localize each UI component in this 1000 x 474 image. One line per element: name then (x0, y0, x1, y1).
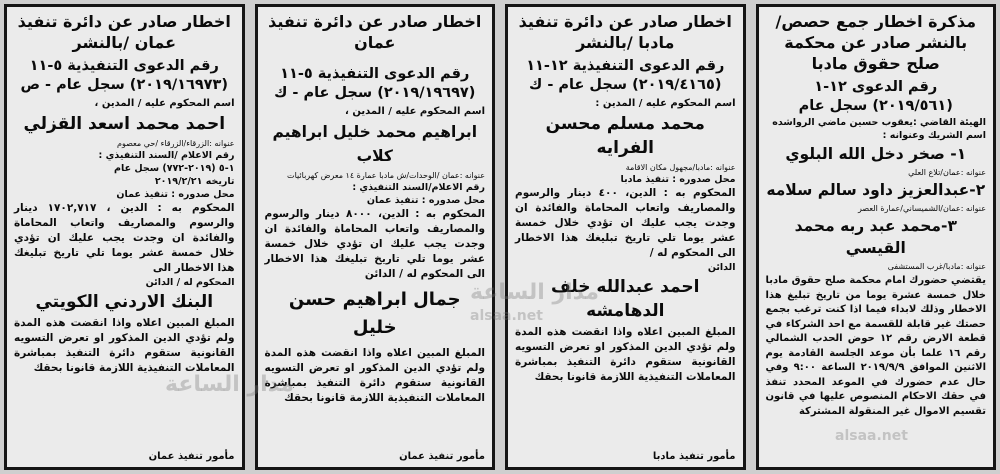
case-year: (٢٠١٩/٤١٦٥) سجل عام - ك (528, 77, 722, 93)
notice-body: يقتضي حضورك امام محكمة صلح حقوق مادبا خلال خمسة عشرة يوما من تاريخ تبليغ هذا الاخطار وذلك لابداء فيما اذا كنت ترغب بجمع حصتك غير قابلة للقسمة مع احد الشركاء في قطعة الارض رقم ١٢ حوض الحدب الشمالي رقم ١٦ علما بأن موعد الجلسة القادمة يوم الاثنين الموافق ٢٠١٩/٩/٩ الساعة ٩:٠٠ وفي حال عدم حضورك في الموعد المحدد تنفذ في حقك الاحكام المنصوص عليها في قانون تقسيم الاموال غير المنقولة المشتركة (765, 275, 987, 417)
notice-title: مذكرة اخطار جمع حصص/ بالنشر صادر عن محكمة صلح حقوق مادبا (775, 12, 977, 73)
creditor-name: جمال ابراهيم حسن خليل (288, 289, 461, 338)
court-issued: محل صدوره : تنفيذ عمان (116, 189, 235, 200)
ref-label: رقم الاعلام/السند التنفيذي : (352, 182, 485, 193)
watermark-url: alsaa.net (470, 308, 543, 324)
court-issued: محل صدوره : تنفيذ عمان (366, 195, 485, 206)
notice-title: اخطار صادر عن دائرة تنفيذ مادبا /بالنشر (518, 12, 732, 52)
partner-name-3: ٣-محمد عبد ربه محمد القيسي (794, 217, 957, 257)
debtor-label: اسم المحكوم عليه / المدين ، (345, 106, 485, 117)
execution-officer: مأمور تنفيذ عمان (399, 451, 485, 462)
partner-address-3: عنوانه :مادبا/غرب المستشفى (887, 262, 986, 271)
notice-amman-execution-2 (4, 4, 245, 470)
notice-body-2: المبلغ المبين اعلاه واذا انقضت هذه المدة ولم تؤدي الدين المذكور او تعرض التسويه القانونية ستقوم دائرة التنفيذ بمباشرة المعاملات التنفيذية اللازمة قانونا بحقك (14, 317, 235, 374)
debtor-label: اسم المحكوم عليه / المدين : (595, 98, 736, 109)
partner-address-2: عنوانه :عمان/الشميساني/عمارة العصر (857, 204, 986, 213)
case-year: (٢٠١٩/١٩٦٩٧) سجل عام - ك (274, 85, 476, 101)
ref-date: تاريخه ٢٠١٩/٢/٢١ (154, 176, 235, 187)
case-number: رقم الدعوى التنفيذية ٥-١١ (29, 58, 219, 74)
watermark-arabic: مدار الساعة (470, 280, 600, 305)
case-year: (٢٠١٩/٥٦١) سجل عام (798, 98, 953, 114)
execution-officer: مأمور تنفيذ مادبا (652, 451, 736, 462)
notice-title: اخطار صادر عن دائرة تنفيذ عمان /بالنشر (17, 12, 231, 52)
debtor-address: عنوانه :الزرقاء/الزرقاء /حي معصوم (117, 139, 235, 148)
notice-body: المحكوم به : الدين، ٤٠٠ دينار والرسوم والمصاريف واتعاب المحاماة والفائدة ان وجدت يجب عليك ان تؤدي خلال خمسة عشر يوما تلي تاريخ تبليغك هذا الاخطار الى المحكوم له / (515, 187, 736, 259)
creditor-name: احمد عبدالله خلف الدهامشه (551, 277, 700, 321)
execution-officer: مأمور تنفيذ عمان (148, 451, 235, 462)
creditor-label: الدائن (707, 262, 736, 273)
notice-body: المحكوم به : الدين ، ١٧٠٢,٧١٧ دينار والرسوم والمصاريف واتعاب المحاماة والفائدة ان وجدت يجب عليك ان تؤدي خلال خمسة عشر يوما تلي تاريخ تبليغك هذا الاخطار الى (14, 202, 235, 274)
partner-address-1: عنوانه :عمان/تلاع العلي (908, 168, 986, 177)
case-number: رقم الدعوى التنفيذية ٥-١١ (280, 66, 470, 82)
notice-madaba-execution (505, 4, 746, 470)
court-committee: الهيئة القاضي :يعقوب حسين ماضي الرواشده (772, 117, 986, 128)
debtor-address: عنوانه :عمان /الوحدات/ش مادبا عمارة ١٤ معرض كهربائيات (287, 171, 485, 180)
court-issued: محل صدوره : تنفيذ مادبا (620, 174, 736, 185)
ref-number: ١-٥ (٢٠١٩-٧٧٢) سجل عام (114, 163, 235, 174)
debtor-name: احمد محمد اسعد القزلي (23, 114, 226, 134)
partner-name-1: ١- صخر دخل الله البلوي (785, 145, 967, 163)
case-number: رقم الدعوى ١٢-١ (814, 79, 938, 95)
partner-label: اسم الشريك وعنوانه : (882, 130, 986, 141)
notice-body-2: المبلغ المبين اعلاه واذا انقضت هذه المدة ولم تؤدي الدين المذكور او تعرض التسويه القانونية ستقوم دائرة التنفيذ بمباشرة المعاملات التنفيذية اللازمة قانونا بحقك (515, 326, 736, 383)
debtor-label: اسم المحكوم عليه / المدين ، (94, 98, 235, 109)
creditor-label: المحكوم له / الدائن (145, 277, 235, 288)
partner-name-2: ٢-عبدالعزيز داود سالم سلامه (766, 181, 986, 199)
notice-body: المحكوم به : الدين، ٨٠٠٠ دينار والرسوم والمصاريف واتعاب المحاماة والفائدة ان وجدت يجب عليك ان تؤدي خلال خمسة عشر يوما تلي تاريخ تبليغك هذا الاخطار الى المحكوم له / الدائن (264, 208, 485, 280)
debtor-address: عنوانه :مادبا/مجهول مكان الاقامة (625, 163, 736, 172)
notice-title: اخطار صادر عن دائرة تنفيذ عمان (268, 12, 482, 52)
watermark-url-2: alsaa.net (835, 428, 908, 444)
notice-body-2: المبلغ المبين اعلاه واذا انقضت هذه المدة ولم تؤدي الدين المذكور او تعرض التسويه القانونية ستقوم دائرة التنفيذ بمباشرة المعاملات التنفيذية اللازمة قانونا بحقك (264, 347, 485, 404)
creditor-name: البنك الاردني الكويتي (35, 292, 214, 312)
case-number: رقم الدعوى التنفيذية ١٢-١١ (526, 58, 725, 74)
debtor-name: ابراهيم محمد خليل ابراهيم كلاب (272, 123, 478, 165)
watermark-arabic-2: مدار الساعة (165, 372, 295, 397)
ref-label: رقم الاعلام /السند التنفيذي : (98, 150, 235, 161)
case-year: (٢٠١٩/١٦٩٧٣) سجل عام - ص (20, 77, 229, 93)
notice-amman-execution-1 (255, 4, 496, 470)
debtor-name: محمد مسلم محسن الفرايه (545, 114, 705, 158)
notice-court-partition (756, 4, 997, 470)
